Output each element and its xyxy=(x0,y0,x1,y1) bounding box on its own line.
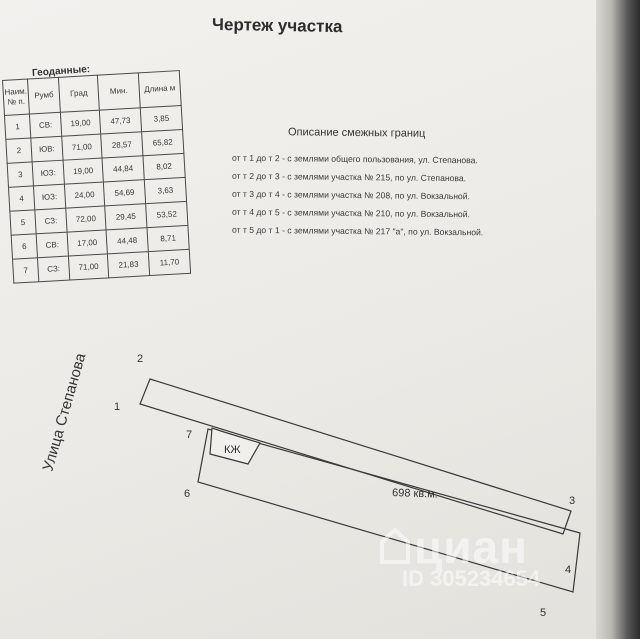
boundary-line: от т 2 до т 3 - с землями участка № 215, по ул. Степанова. xyxy=(231,170,467,184)
table-cell: 3,63 xyxy=(144,177,186,203)
table-cell: 71,00 xyxy=(62,134,102,160)
point-label: 4 xyxy=(565,564,572,576)
table-cell: 65,82 xyxy=(142,129,184,155)
point-label: 5 xyxy=(540,607,547,619)
table-cell: ЮЗ: xyxy=(33,184,65,210)
boundary-line: от т 3 до т 4 - с землями участка № 208, по ул. Вокзальной. xyxy=(231,188,470,202)
geodata-title: Геоданные: xyxy=(31,63,91,80)
table-cell: 44,84 xyxy=(102,156,144,182)
table-cell: 21,83 xyxy=(107,252,149,278)
table-cell: 6 xyxy=(11,234,37,259)
table-cell: СВ: xyxy=(29,112,61,138)
boundary-line: от т 1 до т 2 - с землями общего пользования, ул. Степанова. xyxy=(231,152,478,166)
table-cell: 71,00 xyxy=(68,254,108,280)
point-label: 6 xyxy=(184,488,191,500)
point-label: 2 xyxy=(137,353,144,365)
point-label: 3 xyxy=(569,495,576,507)
table-cell: 2 xyxy=(6,138,32,163)
table-cell: 8,71 xyxy=(147,225,189,251)
table-cell: 29,45 xyxy=(105,204,147,230)
table-cell: 47,73 xyxy=(99,108,141,134)
table-cell: 5 xyxy=(10,210,36,235)
table-cell: ЮЗ: xyxy=(32,160,64,186)
table-cell: 11,70 xyxy=(148,249,190,275)
building-label: КЖ xyxy=(224,444,241,456)
watermark-id: ID 305234654 xyxy=(402,566,541,591)
geodata-header-cell: Град xyxy=(58,75,99,112)
geodata-header-cell: Румб xyxy=(27,77,60,114)
table-cell: СЗ: xyxy=(35,208,67,234)
table-cell: 1 xyxy=(4,114,30,139)
table-cell: СВ: xyxy=(36,232,68,258)
table-cell: 8,02 xyxy=(143,153,185,179)
geodata-header-cell: Наим. № п. xyxy=(3,79,30,115)
table-cell: 7 xyxy=(13,258,39,283)
boundaries-title: Описание смежных границ xyxy=(287,126,426,140)
geodata-header-cell: Длина м xyxy=(138,71,181,108)
table-cell: 19,00 xyxy=(63,158,103,184)
table-cell: СЗ: xyxy=(37,256,69,282)
boundary-line: от т 5 до т 1 - с землями участка № 217 "а", по ул. Вокзальной. xyxy=(231,224,484,238)
table-cell: 24,00 xyxy=(64,182,104,208)
table-cell: 4 xyxy=(9,186,35,211)
table-cell: 54,69 xyxy=(103,180,145,206)
table-cell: 3 xyxy=(7,162,33,187)
table-cell: ЮВ: xyxy=(31,136,63,162)
geodata-header-cell: Мин. xyxy=(97,73,140,110)
table-cell: 44,48 xyxy=(106,228,148,254)
watermark-brand: циан xyxy=(414,521,528,573)
table-cell: 72,00 xyxy=(66,206,106,232)
point-label: 7 xyxy=(186,429,193,441)
point-label: 1 xyxy=(114,401,121,413)
table-cell: 28,57 xyxy=(101,132,143,158)
boundary-line: от т 4 до т 5 - с землями участка № 210, по ул. Вокзальной. xyxy=(231,206,470,220)
street-label: Улица Степанова xyxy=(39,351,90,474)
table-cell: 17,00 xyxy=(67,230,107,256)
plot-strip-outline xyxy=(140,379,571,534)
table-cell: 19,00 xyxy=(60,110,100,136)
area-label: 698 кв.м. xyxy=(391,487,439,501)
document-title: Чертеж участка xyxy=(211,14,343,37)
table-cell: 3,85 xyxy=(140,106,182,132)
table-cell: 53,52 xyxy=(146,201,188,227)
